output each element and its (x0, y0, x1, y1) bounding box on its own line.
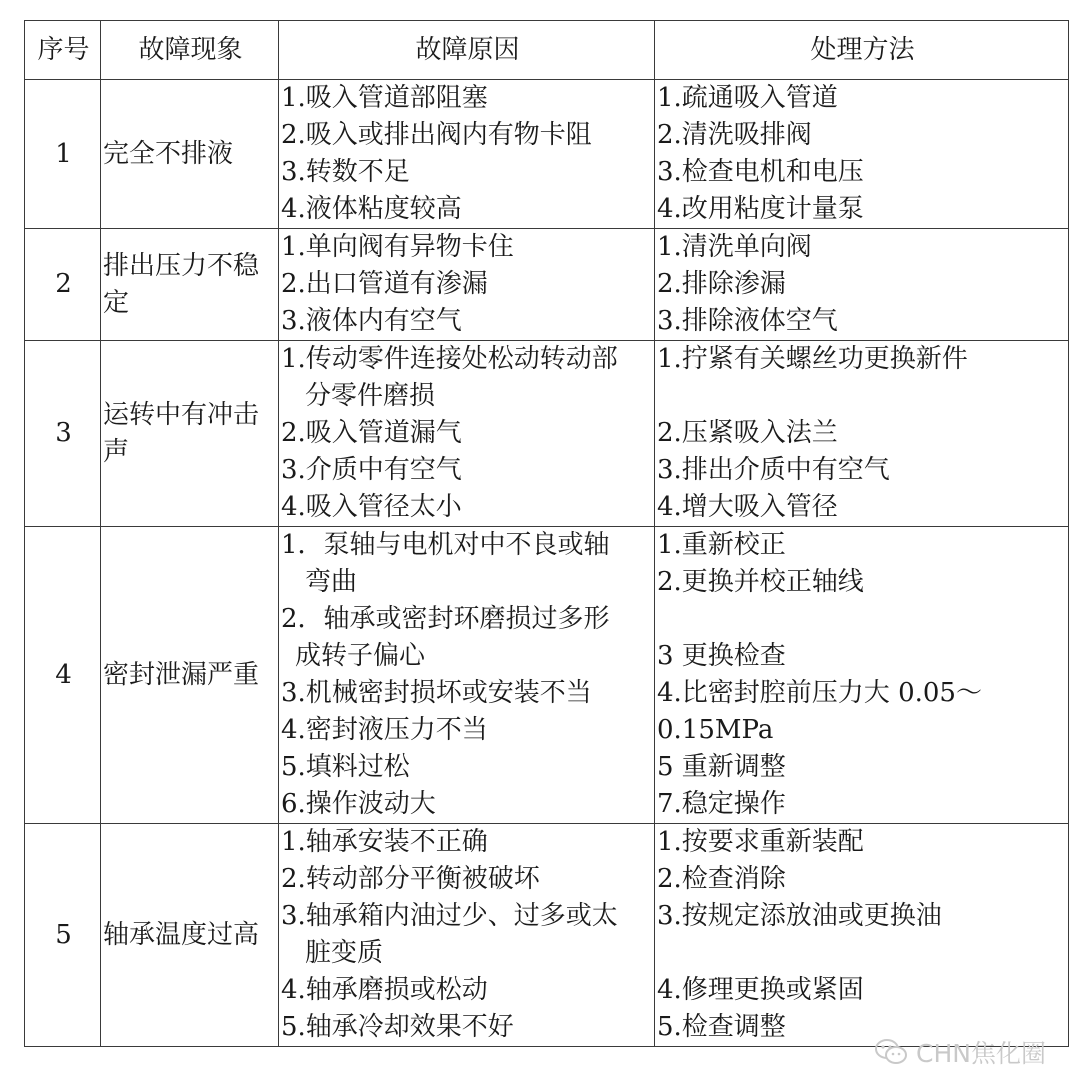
row-number: 1 (25, 80, 101, 229)
method-line: 3.按规定添放油或更换油 (657, 901, 942, 931)
table-body (25, 80, 1069, 1047)
method-line: 1.拧紧有关螺丝功更换新件 (657, 344, 968, 374)
fault-symptom: 排出压力不稳定 (101, 229, 279, 341)
method-line: 3 更换检查 (657, 641, 786, 671)
row-number: 5 (25, 824, 101, 1047)
fault-causes (279, 341, 655, 527)
cause-line: 3.轴承箱内油过少、过多或太 (281, 901, 618, 931)
header-method: 处理方法 (655, 21, 1069, 80)
fault-symptom: 运转中有冲击声 (101, 341, 279, 527)
row-number: 3 (25, 341, 101, 527)
cause-line: 3.介质中有空气 (281, 455, 462, 485)
cause-line: 4.密封液压力不当 (281, 715, 488, 745)
row-number: 4 (25, 527, 101, 824)
fault-symptom: 密封泄漏严重 (101, 527, 279, 824)
watermark-text: CHN焦化圈 (916, 1039, 1046, 1068)
cause-line: 1.轴承安装不正确 (281, 827, 488, 857)
method-line (657, 378, 1068, 415)
method-line (657, 935, 1068, 972)
fix-methods (655, 341, 1069, 527)
header-cause: 故障原因 (279, 21, 655, 80)
header-row (25, 21, 1069, 80)
method-line: 4.比密封腔前压力大 0.05～ (657, 678, 982, 708)
cause-line: 分零件磨损 (305, 381, 436, 411)
method-line: 4.增大吸入管径 (657, 492, 838, 522)
fault-causes (279, 80, 655, 229)
cause-line: 4.液体粘度较高 (281, 194, 462, 224)
cause-line: 2．轴承或密封环磨损过多形 (281, 604, 610, 634)
fix-methods (655, 824, 1069, 1047)
cause-line: 1.单向阀有异物卡住 (281, 232, 514, 262)
cause-line: 2.出口管道有渗漏 (281, 269, 488, 299)
cause-line: 弯曲 (305, 567, 358, 597)
table-row (25, 229, 1069, 341)
cause-line: 1．泵轴与电机对中不良或轴 (281, 530, 610, 560)
method-line: 2.压紧吸入法兰 (657, 418, 838, 448)
method-line: 5 重新调整 (657, 752, 786, 782)
fault-symptom: 轴承温度过高 (101, 824, 279, 1047)
method-line (657, 601, 1068, 638)
fault-causes (279, 229, 655, 341)
method-line: 7.稳定操作 (657, 789, 786, 819)
method-line: 1.疏通吸入管道 (657, 83, 838, 113)
method-line: 4.修理更换或紧固 (657, 975, 864, 1005)
fault-table (24, 20, 1069, 1047)
fix-methods (655, 527, 1069, 824)
fault-causes (279, 527, 655, 824)
header-symptom: 故障现象 (101, 21, 279, 80)
table-row (25, 341, 1069, 527)
fault-causes (279, 824, 655, 1047)
cause-line: 脏变质 (305, 938, 384, 968)
method-line: 1.重新校正 (657, 530, 786, 560)
table-row (25, 80, 1069, 229)
cause-line: 4.轴承磨损或松动 (281, 975, 488, 1005)
cause-line: 1.传动零件连接处松动转动部 (281, 344, 618, 374)
method-line: 2.排除渗漏 (657, 269, 786, 299)
table-row (25, 527, 1069, 824)
cause-line: 3.机械密封损坏或安装不当 (281, 678, 592, 708)
cause-line: 2.转动部分平衡被破坏 (281, 864, 540, 894)
cause-line: 2.吸入管道漏气 (281, 418, 462, 448)
row-number: 2 (25, 229, 101, 341)
method-line: 3.检查电机和电压 (657, 157, 864, 187)
method-line: 3.排出介质中有空气 (657, 455, 890, 485)
method-line: 4.改用粘度计量泵 (657, 194, 864, 224)
fault-symptom: 完全不排液 (101, 80, 279, 229)
method-line: 2.更换并校正轴线 (657, 567, 864, 597)
cause-line: 1.吸入管道部阻塞 (281, 83, 488, 113)
method-line: 3.排除液体空气 (657, 306, 838, 336)
cause-line: 6.操作波动大 (281, 789, 436, 819)
watermark (874, 1034, 1046, 1070)
cause-line: 5.轴承冷却效果不好 (281, 1012, 514, 1042)
method-line: 1.清洗单向阀 (657, 232, 812, 262)
wechat-icon (874, 1037, 908, 1067)
header-no: 序号 (25, 21, 101, 80)
method-line: 5.检查调整 (657, 1012, 786, 1042)
fix-methods (655, 80, 1069, 229)
cause-line: 5.填料过松 (281, 752, 410, 782)
cause-line: 4.吸入管径太小 (281, 492, 462, 522)
method-line: 1.按要求重新装配 (657, 827, 864, 857)
cause-line: 2.吸入或排出阀内有物卡阻 (281, 120, 592, 150)
cause-line: 成转子偏心 (295, 641, 426, 671)
table-row (25, 824, 1069, 1047)
fix-methods (655, 229, 1069, 341)
method-line: 2.检查消除 (657, 864, 786, 894)
cause-line: 3.转数不足 (281, 157, 410, 187)
cause-line: 3.液体内有空气 (281, 306, 462, 336)
method-line: 2.清洗吸排阀 (657, 120, 812, 150)
method-line: 0.15MPa (657, 715, 774, 745)
